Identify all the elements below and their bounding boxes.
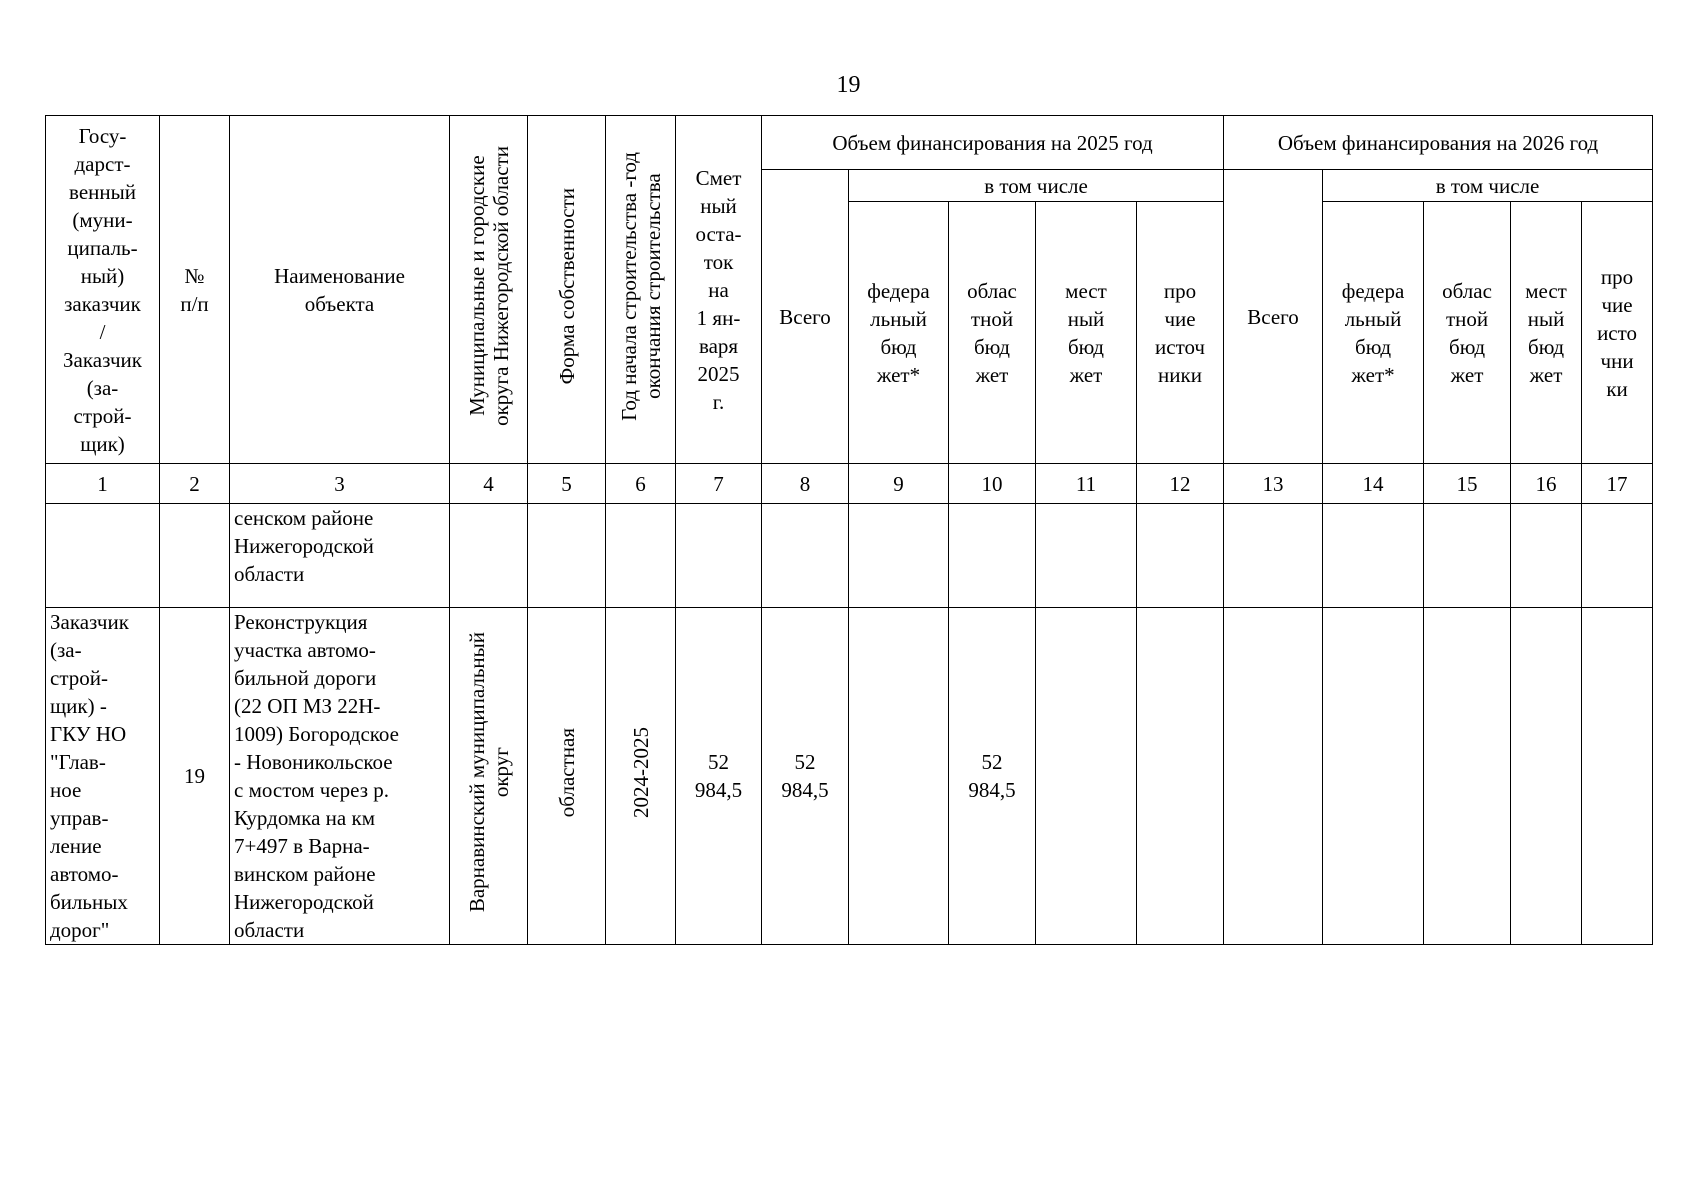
cell-empty [1511, 504, 1582, 608]
cell-customer: Заказчик (за- строй- щик) - ГКУ НО "Глав- ное управ- ление автомо- бильных дорог" [46, 608, 160, 945]
cell-empty [1036, 504, 1137, 608]
cell-empty [46, 504, 160, 608]
header-federal-2025: федера льный бюд жет* [849, 202, 949, 464]
header-years [606, 116, 676, 464]
header-total-2026: Всего [1224, 170, 1323, 464]
cell-object-name: Реконструкция участка автомо- бильной дороги (22 ОП МЗ 22Н- 1009) Богородское - Новоникольское с мостом через р. Курдомка на км 7+497 в Варна- винском районе Нижегородской области [230, 608, 450, 945]
header-row-1 [46, 116, 1653, 170]
header-ownership [528, 116, 606, 464]
header-other-2026: про чие исто чни ки [1582, 202, 1653, 464]
column-number: 14 [1323, 464, 1424, 504]
column-number: 12 [1137, 464, 1224, 504]
header-customer: Госу- дарст- венный (муни- ципаль- ный) заказчик / Заказчик (за- строй- щик) [46, 116, 160, 464]
cell-ownership [528, 608, 606, 945]
cell-empty [1582, 504, 1653, 608]
column-number: 2 [160, 464, 230, 504]
header-regional-2026: облас тной бюд жет [1424, 202, 1511, 464]
cell-empty [676, 504, 762, 608]
header-object-name: Наименование объекта [230, 116, 450, 464]
column-number: 10 [949, 464, 1036, 504]
column-number-row [46, 464, 1653, 504]
column-number: 6 [606, 464, 676, 504]
cell-years-text: 2024-2025 [628, 727, 653, 818]
header-including-2025: в том числе [849, 170, 1224, 202]
header-municipalities [450, 116, 528, 464]
cell-municipality-text: Варнавинский муниципальный округ [464, 632, 513, 913]
cell-local-2025 [1036, 608, 1137, 945]
column-number: 8 [762, 464, 849, 504]
cell-other-2026 [1582, 608, 1653, 945]
header-local-2026: мест ный бюд жет [1511, 202, 1582, 464]
cell-other-2025 [1137, 608, 1224, 945]
cell-number: 19 [160, 608, 230, 945]
cell-local-2026 [1511, 608, 1582, 945]
cell-empty [528, 504, 606, 608]
header-fin-2025: Объем финансирования на 2025 год [762, 116, 1224, 170]
header-estimate: Смет ный оста- ток на 1 ян- варя 2025 г. [676, 116, 762, 464]
cell-regional-2026 [1424, 608, 1511, 945]
header-fin-2026: Объем финансирования на 2026 год [1224, 116, 1653, 170]
cell-empty [1137, 504, 1224, 608]
header-number: № п/п [160, 116, 230, 464]
cell-empty [1323, 504, 1424, 608]
header-ownership-text: Форма собственности [554, 187, 579, 385]
column-number: 3 [230, 464, 450, 504]
column-number: 13 [1224, 464, 1323, 504]
financing-table [45, 115, 1653, 945]
column-number: 5 [528, 464, 606, 504]
cell-object-name: сенском районе Нижегородской области [230, 504, 450, 608]
cell-empty [1424, 504, 1511, 608]
cell-empty [1224, 504, 1323, 608]
header-municipalities-text: Муниципальные и городские округа Нижегородской области [464, 146, 513, 426]
cell-federal-2026 [1323, 608, 1424, 945]
column-number: 15 [1424, 464, 1511, 504]
header-years-text: Год начала строительства -год окончания строительства [616, 151, 665, 421]
cell-ownership-text: областная [554, 727, 579, 818]
column-number: 16 [1511, 464, 1582, 504]
page-number: 19 [836, 72, 861, 98]
cell-total-2025: 52 984,5 [762, 608, 849, 945]
cell-regional-2025: 52 984,5 [949, 608, 1036, 945]
header-including-2026: в том числе [1323, 170, 1653, 202]
cell-empty [606, 504, 676, 608]
cell-empty [160, 504, 230, 608]
cell-municipality [450, 608, 528, 945]
cell-empty [450, 504, 528, 608]
cell-empty [949, 504, 1036, 608]
header-federal-2026: федера льный бюд жет* [1323, 202, 1424, 464]
column-number: 7 [676, 464, 762, 504]
table-row [46, 608, 1653, 945]
table-row [46, 504, 1653, 608]
header-regional-2025: облас тной бюд жет [949, 202, 1036, 464]
column-number: 4 [450, 464, 528, 504]
cell-total-2026 [1224, 608, 1323, 945]
header-other-2025: про чие источ ники [1137, 202, 1224, 464]
column-number: 1 [46, 464, 160, 504]
cell-empty [762, 504, 849, 608]
column-number: 17 [1582, 464, 1653, 504]
cell-years [606, 608, 676, 945]
cell-estimate: 52 984,5 [676, 608, 762, 945]
column-number: 11 [1036, 464, 1137, 504]
cell-empty [849, 504, 949, 608]
cell-federal-2025 [849, 608, 949, 945]
column-number: 9 [849, 464, 949, 504]
header-local-2025: мест ный бюд жет [1036, 202, 1137, 464]
header-total-2025: Всего [762, 170, 849, 464]
